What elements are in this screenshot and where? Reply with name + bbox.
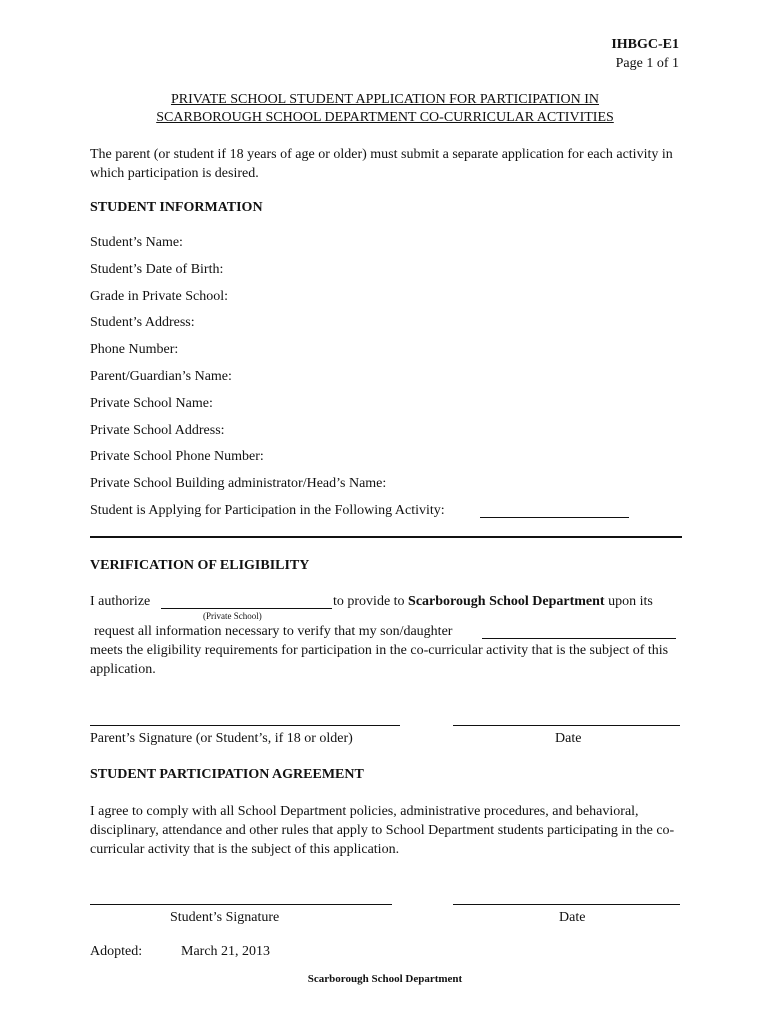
field-grade: Grade in Private School: [90,289,229,304]
field-phone-number: Phone Number: [90,342,179,357]
field-date-of-birth: Student’s Date of Birth: [90,262,224,277]
request-text: request all information necessary to verify that my son/daughter [94,624,453,639]
student-signature-line[interactable] [90,904,392,905]
son-daughter-blank-line[interactable] [482,638,676,639]
field-student-address: Student’s Address: [90,315,195,330]
authorize-prefix: I authorize [90,594,151,609]
field-guardian-name: Parent/Guardian’s Name: [90,369,232,384]
authorize-suffix: upon its [608,594,653,609]
student-info-heading: STUDENT INFORMATION [90,200,263,215]
section-divider [90,536,682,538]
footer-department: Scarborough School Department [307,973,463,985]
intro-paragraph: The parent (or student if 18 years of age or older) must submit a separate application for each activity in which participation is desired. [90,147,673,181]
student-signature-label: Student’s Signature [170,910,280,925]
page-number: Page 1 of 1 [615,56,679,71]
agreement-heading: STUDENT PARTICIPATION AGREEMENT [90,767,364,782]
document-code: IHBGC-E1 [611,37,679,52]
field-administrator-name: Private School Building administrator/Head’s Name: [90,476,387,491]
activity-blank-line[interactable] [480,517,629,518]
field-private-school-name: Private School Name: [90,396,213,411]
agreement-date-line[interactable] [453,904,680,905]
verification-date-line[interactable] [453,725,680,726]
verification-heading: VERIFICATION OF ELIGIBILITY [90,558,310,573]
field-activity: Student is Applying for Participation in the Following Activity: [90,503,445,518]
agreement-text: I agree to comply with all School Department policies, administrative procedures, and behavioral, disciplinary, attendance and other rules that apply to School Department students participating in the co-curricular activity that is the subject of this application. [90,804,675,857]
field-private-school-address: Private School Address: [90,423,225,438]
department-name: Scarborough School Department [408,594,605,609]
field-student-name: Student’s Name: [90,235,183,250]
authorize-mid: to provide to [333,594,405,609]
adopted-label: Adopted: [90,944,143,959]
agreement-date-label: Date [559,910,586,925]
title-line-2: SCARBOROUGH SCHOOL DEPARTMENT CO-CURRICULAR ACTIVITIES [156,110,614,125]
field-private-school-phone: Private School Phone Number: [90,449,264,464]
private-school-blank-line[interactable] [161,608,332,609]
eligibility-text: meets the eligibility requirements for participation in the co-curricular activity that is the subject of this application. [90,643,669,677]
parent-signature-line[interactable] [90,725,400,726]
adopted-date: March 21, 2013 [181,944,271,959]
authorize-continuation [333,594,653,610]
verification-date-label: Date [555,731,582,746]
private-school-caption: (Private School) [203,611,262,621]
parent-signature-label: Parent’s Signature (or Student’s, if 18 or older) [90,731,353,746]
title-line-1: PRIVATE SCHOOL STUDENT APPLICATION FOR PARTICIPATION IN [170,92,600,107]
